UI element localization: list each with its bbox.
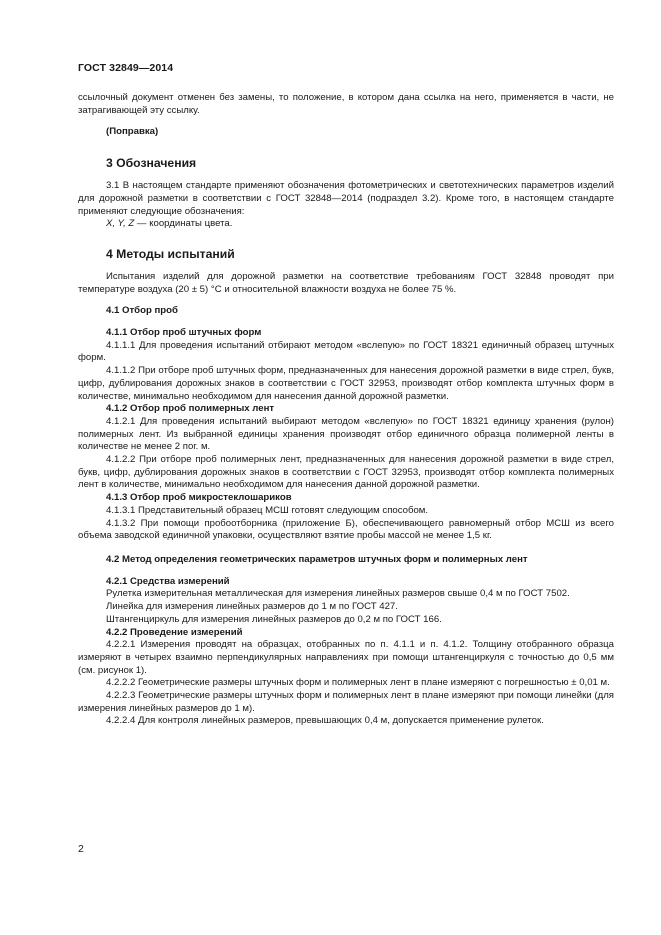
paragraph-tape-measure: Рулетка измерительная металлическая для измерения линейных размеров свыше 0,4 м по ГОСТ 7502. <box>106 588 570 600</box>
section-4-heading: 4 Методы испытаний <box>106 246 235 261</box>
section-3-heading: 3 Обозначения <box>106 156 197 171</box>
subsection-4-1-heading: 4.1 Отбор проб <box>106 305 178 317</box>
paragraph-3-1: 3.1 В настоящем стандарте применяют обозначения фотометрических и светотехнических параметров изделий для дорожной разметки в соответствии с ГОСТ 32848—2014 (подраздел 3.2). Кроме того, в настоящем стандарте применяют следующие обозначения: <box>78 180 614 217</box>
paragraph-caliper: Штангенциркуль для измерения линейных размеров до 0,2 м по ГОСТ 166. <box>106 613 442 625</box>
page-number: 2 <box>78 843 84 855</box>
symbols-xyz: X, Y, Z <box>106 218 135 230</box>
paragraph-4-1-3-2: 4.1.3.2 При помощи пробоотборника (приложение Б), обеспечивающего равномерный отбор МСШ из всего объема заводской единичной упаковки, осуществляют взятие пробы массой не менее 1,5 кг. <box>78 517 614 542</box>
paragraph-4-2-2-3: 4.2.2.3 Геометрические размеры штучных форм и полимерных лент в плане измеряют при помощи линейки (для измерения линейных размеров до 1 м). <box>78 690 614 714</box>
document-body <box>78 92 614 728</box>
subsection-4-1-2-heading: 4.1.2 Отбор проб полимерных лент <box>106 403 275 415</box>
subsection-4-2-2-heading: 4.2.2 Проведение измерений <box>106 626 243 638</box>
subsection-4-2-1-heading: 4.2.1 Средства измерений <box>106 575 230 587</box>
subsection-4-1-1-heading: 4.1.1 Отбор проб штучных форм <box>106 327 262 339</box>
paragraph-4-2-2-4: 4.2.2.4 Для контроля линейных размеров, превышающих 0,4 м, допускается применение рулеток. <box>106 715 544 727</box>
paragraph-4-1-1-1: 4.1.1.1 Для проведения испытаний отбирают методом «вслепую» по ГОСТ 18321 единичный образец штучных форм. <box>78 339 614 364</box>
continuation-paragraph: ссылочный документ отменен без замены, то положение, в котором дана ссылка на него, применяется в части, не затрагивающей эту ссылку. <box>78 92 614 116</box>
symbols-line <box>78 218 614 231</box>
paragraph-ruler: Линейка для измерения линейных размеров до 1 м по ГОСТ 427. <box>106 601 398 613</box>
amendment-note: (Поправка) <box>106 126 159 138</box>
running-header: ГОСТ 32849—2014 <box>78 62 174 74</box>
paragraph-4-2-2-2: 4.2.2.2 Геометрические размеры штучных форм и полимерных лент в плане измеряют с погрешностью ± 0,01 м. <box>106 677 610 689</box>
paragraph-4-intro: Испытания изделий для дорожной разметки на соответствие требованиям ГОСТ 32848 проводят при температуре воздуха (20 ± 5) °C и относительной влажности воздуха не более 75 %. <box>78 270 614 295</box>
paragraph-4-1-2-2: 4.1.2.2 При отборе проб полимерных лент, предназначенных для нанесения дорожной разметки в виде стрел, букв, цифр, дублирования дорожных знаков в соответствии с ГОСТ 32953, производят отбор комплекта полимерных лент в количестве, минимально необходимом для нанесения данной дорожной разметки. <box>78 454 614 491</box>
paragraph-4-1-1-2: 4.1.1.2 При отборе проб штучных форм, предназначенных для нанесения дорожной разметки в виде стрел, букв, цифр, дублирования дорожных знаков в соответствии с ГОСТ 32953, производят отбор комплекта штучных форм в количестве, минимально необходимом для нанесения данной дорожной разметки. <box>78 365 614 402</box>
paragraph-4-2-2-1: 4.2.2.1 Измерения проводят на образцах, отобранных по п. 4.1.1 и п. 4.1.2. Толщину отобранного образца измеряют в четырех взаимно перпендикулярных направлениях при помощи штангенциркуля с точностью до 0,5 мм (см. рисунок 1). <box>78 639 614 676</box>
subsection-4-1-3-heading: 4.1.3 Отбор проб микростеклошариков <box>106 492 292 504</box>
paragraph-4-1-3-1: 4.1.3.1 Представительный образец МСШ готовят следующим способом. <box>106 504 429 516</box>
paragraph-4-1-2-1: 4.1.2.1 Для проведения испытаний выбирают методом «вслепую» по ГОСТ 18321 единицу хранения (рулон) полимерных лент. Из выбранной единицы хранения производят отбор единичного образца полимерной ленты в количестве не менее 2 пог. м. <box>78 415 614 453</box>
subsection-4-2-heading: 4.2 Метод определения геометрических параметров штучных форм и полимерных лент <box>106 553 528 565</box>
symbols-description: — координаты цвета. <box>134 218 233 230</box>
